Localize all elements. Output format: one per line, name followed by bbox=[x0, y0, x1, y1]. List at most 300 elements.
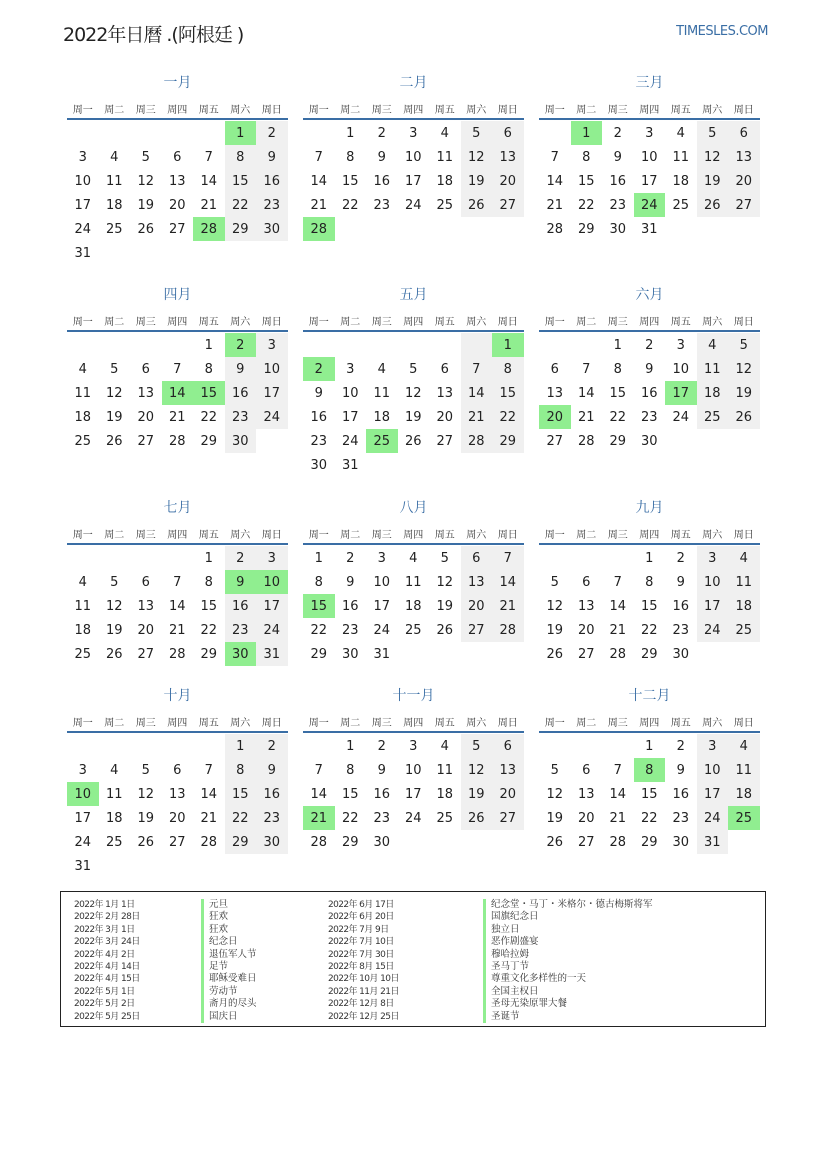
day-cell: 5 bbox=[550, 574, 559, 590]
weekday-label: 周四 bbox=[639, 105, 660, 116]
day-cell: 10 bbox=[74, 173, 92, 189]
weekday-label: 周四 bbox=[167, 105, 188, 116]
day-cell: 14 bbox=[461, 381, 493, 405]
day-cell: 9 bbox=[613, 149, 622, 165]
day-cell: 20 bbox=[728, 169, 760, 193]
day-cell: 24 bbox=[256, 618, 288, 642]
holiday-list bbox=[60, 891, 766, 1027]
empty-cell bbox=[398, 333, 430, 357]
empty-cell bbox=[67, 333, 99, 357]
day-cell: 13 bbox=[577, 786, 595, 802]
holiday-date: 2022年 6月 20日 bbox=[328, 912, 394, 923]
holiday-date: 2022年 5月 25日 bbox=[74, 1011, 140, 1022]
weekday-header bbox=[303, 94, 524, 120]
day-cell: 18 bbox=[436, 173, 454, 189]
day-cell: 17 bbox=[256, 594, 288, 618]
weekday-label: 周日 bbox=[261, 105, 282, 116]
weekday-label: 周日 bbox=[733, 718, 754, 729]
holiday-date: 2022年 4月 2日 bbox=[74, 949, 135, 960]
site-logo[interactable]: TIMESLES.COM bbox=[676, 24, 768, 39]
day-cell: 19 bbox=[105, 622, 123, 638]
day-cell: 17 bbox=[341, 409, 359, 425]
day-cell: 29 bbox=[492, 429, 524, 453]
weekday-label: 周六 bbox=[466, 317, 487, 328]
holiday-name: 狂欢 bbox=[201, 924, 257, 936]
day-cell: 22 bbox=[225, 806, 257, 830]
day-cell: 11 bbox=[404, 574, 422, 590]
day-cell: 16 bbox=[256, 782, 288, 806]
day-cell: 24 bbox=[341, 433, 359, 449]
day-cell: 4 bbox=[676, 125, 685, 141]
day-cell: 2 bbox=[676, 738, 685, 754]
day-cell: 18 bbox=[697, 381, 729, 405]
day-cell: 6 bbox=[492, 121, 524, 145]
day-cell: 7 bbox=[613, 574, 622, 590]
day-cell: 28 bbox=[200, 834, 218, 850]
day-cell: 27 bbox=[492, 193, 524, 217]
weekday-label: 周五 bbox=[198, 718, 219, 729]
day-cell: 1 bbox=[346, 738, 355, 754]
holiday-dates-left bbox=[74, 899, 140, 1023]
holiday-name: 国旗纪念日 bbox=[483, 911, 653, 923]
weekday-label: 周三 bbox=[371, 317, 392, 328]
day-cell: 11 bbox=[697, 357, 729, 381]
day-cell: 29 bbox=[200, 646, 218, 662]
holiday-day-cell: 30 bbox=[225, 642, 257, 666]
empty-cell bbox=[162, 333, 194, 357]
day-cell: 1 bbox=[613, 337, 622, 353]
holiday-names-left bbox=[201, 899, 257, 1023]
day-cell: 5 bbox=[461, 734, 493, 758]
empty-cell bbox=[303, 734, 335, 758]
day-cell: 7 bbox=[204, 149, 213, 165]
day-grid bbox=[539, 546, 760, 666]
weekday-label: 周三 bbox=[607, 105, 628, 116]
day-cell: 16 bbox=[310, 409, 328, 425]
weekday-label: 周五 bbox=[434, 105, 455, 116]
day-cell: 6 bbox=[550, 361, 559, 377]
day-cell: 19 bbox=[461, 782, 493, 806]
day-cell: 25 bbox=[436, 197, 454, 213]
day-cell: 10 bbox=[256, 357, 288, 381]
weekday-label: 周六 bbox=[702, 317, 723, 328]
weekday-label: 周六 bbox=[466, 718, 487, 729]
day-cell: 9 bbox=[676, 574, 685, 590]
day-cell: 30 bbox=[373, 834, 391, 850]
weekday-label: 周五 bbox=[670, 317, 691, 328]
day-cell: 27 bbox=[168, 221, 186, 237]
day-cell: 22 bbox=[640, 622, 658, 638]
weekday-label: 周日 bbox=[733, 105, 754, 116]
day-cell: 16 bbox=[672, 786, 690, 802]
holiday-date: 2022年 12月 8日 bbox=[328, 999, 394, 1010]
month-1 bbox=[67, 74, 288, 265]
day-cell: 13 bbox=[436, 385, 454, 401]
day-cell: 27 bbox=[461, 618, 493, 642]
day-cell: 27 bbox=[577, 834, 595, 850]
day-cell: 19 bbox=[137, 810, 155, 826]
day-cell: 28 bbox=[461, 429, 493, 453]
day-cell: 22 bbox=[225, 193, 257, 217]
day-cell: 3 bbox=[256, 333, 288, 357]
day-cell: 6 bbox=[141, 361, 150, 377]
day-cell: 4 bbox=[728, 546, 760, 570]
day-cell: 30 bbox=[341, 646, 359, 662]
day-cell: 5 bbox=[550, 762, 559, 778]
empty-cell bbox=[99, 333, 131, 357]
weekday-label: 周五 bbox=[670, 105, 691, 116]
day-cell: 6 bbox=[492, 734, 524, 758]
weekday-label: 周日 bbox=[261, 530, 282, 541]
weekday-label: 周四 bbox=[403, 105, 424, 116]
day-cell: 30 bbox=[672, 646, 690, 662]
day-cell: 12 bbox=[137, 786, 155, 802]
day-cell: 28 bbox=[168, 433, 186, 449]
holiday-day-cell: 14 bbox=[162, 381, 194, 405]
weekday-header bbox=[303, 707, 524, 733]
weekday-label: 周四 bbox=[639, 718, 660, 729]
holiday-day-cell: 2 bbox=[225, 333, 257, 357]
day-cell: 15 bbox=[609, 385, 627, 401]
day-cell: 22 bbox=[341, 810, 359, 826]
day-cell: 12 bbox=[137, 173, 155, 189]
day-cell: 8 bbox=[346, 149, 355, 165]
weekday-label: 周二 bbox=[104, 105, 125, 116]
day-cell: 14 bbox=[577, 385, 595, 401]
day-cell: 9 bbox=[645, 361, 654, 377]
day-cell: 15 bbox=[577, 173, 595, 189]
empty-cell bbox=[130, 121, 162, 145]
holiday-day-cell: 10 bbox=[256, 570, 288, 594]
holiday-day-cell: 1 bbox=[492, 333, 524, 357]
month-12 bbox=[539, 687, 760, 854]
month-10 bbox=[67, 687, 288, 878]
day-cell: 2 bbox=[613, 125, 622, 141]
weekday-label: 周三 bbox=[135, 105, 156, 116]
day-cell: 22 bbox=[341, 197, 359, 213]
day-cell: 31 bbox=[341, 457, 359, 473]
day-cell: 11 bbox=[74, 598, 92, 614]
day-cell: 12 bbox=[697, 145, 729, 169]
day-cell: 24 bbox=[672, 409, 690, 425]
weekday-label: 周六 bbox=[230, 105, 251, 116]
day-cell: 21 bbox=[609, 810, 627, 826]
day-cell: 19 bbox=[436, 598, 454, 614]
day-cell: 18 bbox=[436, 786, 454, 802]
day-cell: 14 bbox=[609, 786, 627, 802]
day-cell: 8 bbox=[225, 145, 257, 169]
empty-cell bbox=[130, 734, 162, 758]
day-cell: 10 bbox=[373, 574, 391, 590]
day-cell: 7 bbox=[204, 762, 213, 778]
day-cell: 20 bbox=[461, 594, 493, 618]
day-cell: 4 bbox=[78, 361, 87, 377]
day-cell: 7 bbox=[314, 762, 323, 778]
day-cell: 28 bbox=[310, 834, 328, 850]
day-cell: 22 bbox=[577, 197, 595, 213]
month-name: 五月 bbox=[399, 287, 428, 303]
weekday-label: 周四 bbox=[403, 530, 424, 541]
day-cell: 26 bbox=[137, 221, 155, 237]
weekday-label: 周五 bbox=[198, 530, 219, 541]
day-cell: 1 bbox=[346, 125, 355, 141]
day-cell: 2 bbox=[346, 550, 355, 566]
weekday-label: 周六 bbox=[702, 105, 723, 116]
day-cell: 27 bbox=[492, 806, 524, 830]
day-cell: 4 bbox=[409, 550, 418, 566]
holiday-date: 2022年 3月 24日 bbox=[74, 937, 140, 948]
day-cell: 28 bbox=[168, 646, 186, 662]
day-cell: 26 bbox=[105, 646, 123, 662]
day-cell: 10 bbox=[697, 570, 729, 594]
weekday-header bbox=[539, 707, 760, 733]
day-cell: 6 bbox=[582, 574, 591, 590]
holiday-name: 退伍军人节 bbox=[201, 949, 257, 961]
empty-cell bbox=[539, 333, 571, 357]
day-cell: 26 bbox=[461, 193, 493, 217]
weekday-label: 周五 bbox=[670, 718, 691, 729]
page-title: 2022年日曆 .(阿根廷 ) bbox=[63, 24, 244, 46]
empty-cell bbox=[67, 121, 99, 145]
day-cell: 25 bbox=[728, 618, 760, 642]
month-name: 四月 bbox=[163, 287, 192, 303]
day-cell: 16 bbox=[225, 594, 257, 618]
weekday-label: 周二 bbox=[340, 718, 361, 729]
day-cell: 7 bbox=[461, 357, 493, 381]
empty-cell bbox=[67, 546, 99, 570]
month-6 bbox=[539, 286, 760, 453]
day-cell: 18 bbox=[373, 409, 391, 425]
day-cell: 14 bbox=[609, 598, 627, 614]
day-cell: 24 bbox=[697, 618, 729, 642]
day-cell: 29 bbox=[640, 646, 658, 662]
day-cell: 12 bbox=[461, 758, 493, 782]
day-cell: 27 bbox=[137, 433, 155, 449]
day-cell: 27 bbox=[436, 433, 454, 449]
day-grid bbox=[303, 333, 524, 477]
month-9 bbox=[539, 499, 760, 666]
weekday-header bbox=[67, 94, 288, 120]
weekday-label: 周六 bbox=[702, 718, 723, 729]
day-cell: 5 bbox=[110, 574, 119, 590]
day-cell: 30 bbox=[310, 457, 328, 473]
day-cell: 25 bbox=[436, 810, 454, 826]
weekday-label: 周日 bbox=[261, 718, 282, 729]
weekday-header bbox=[539, 306, 760, 332]
weekday-label: 周二 bbox=[576, 317, 597, 328]
day-cell: 6 bbox=[173, 149, 182, 165]
day-cell: 11 bbox=[672, 149, 690, 165]
month-2 bbox=[303, 74, 524, 241]
day-cell: 19 bbox=[404, 409, 422, 425]
day-cell: 3 bbox=[78, 149, 87, 165]
holiday-day-cell: 24 bbox=[634, 193, 666, 217]
weekday-label: 周日 bbox=[497, 718, 518, 729]
month-7 bbox=[67, 499, 288, 666]
empty-cell bbox=[303, 333, 335, 357]
day-cell: 1 bbox=[204, 550, 213, 566]
day-cell: 29 bbox=[609, 433, 627, 449]
weekday-label: 周一 bbox=[308, 317, 329, 328]
holiday-day-cell: 25 bbox=[728, 806, 760, 830]
day-cell: 30 bbox=[672, 834, 690, 850]
day-cell: 15 bbox=[225, 782, 257, 806]
day-cell: 20 bbox=[436, 409, 454, 425]
day-cell: 25 bbox=[672, 197, 690, 213]
weekday-label: 周二 bbox=[340, 530, 361, 541]
holiday-date: 2022年 6月 17日 bbox=[328, 900, 394, 910]
day-cell: 11 bbox=[74, 385, 92, 401]
day-cell: 30 bbox=[256, 830, 288, 854]
day-cell: 26 bbox=[137, 834, 155, 850]
day-cell: 9 bbox=[377, 762, 386, 778]
weekday-label: 周六 bbox=[230, 718, 251, 729]
day-cell: 23 bbox=[256, 806, 288, 830]
holiday-name: 劳动节 bbox=[201, 986, 257, 998]
day-cell: 17 bbox=[74, 197, 92, 213]
day-cell: 16 bbox=[373, 786, 391, 802]
weekday-label: 周二 bbox=[104, 317, 125, 328]
day-cell: 16 bbox=[373, 173, 391, 189]
day-cell: 15 bbox=[341, 173, 359, 189]
holiday-day-cell: 8 bbox=[634, 758, 666, 782]
day-cell: 11 bbox=[728, 570, 760, 594]
empty-cell bbox=[162, 121, 194, 145]
day-cell: 19 bbox=[137, 197, 155, 213]
day-cell: 5 bbox=[141, 762, 150, 778]
day-cell: 1 bbox=[645, 550, 654, 566]
day-cell: 26 bbox=[105, 433, 123, 449]
weekday-label: 周五 bbox=[198, 105, 219, 116]
month-3 bbox=[539, 74, 760, 241]
holiday-day-cell: 10 bbox=[67, 782, 99, 806]
day-cell: 29 bbox=[640, 834, 658, 850]
day-cell: 13 bbox=[577, 598, 595, 614]
day-cell: 12 bbox=[728, 357, 760, 381]
day-cell: 20 bbox=[168, 810, 186, 826]
empty-cell bbox=[461, 333, 493, 357]
day-cell: 2 bbox=[676, 550, 685, 566]
day-cell: 29 bbox=[225, 830, 257, 854]
empty-cell bbox=[602, 546, 634, 570]
day-cell: 12 bbox=[404, 385, 422, 401]
day-cell: 17 bbox=[74, 810, 92, 826]
day-cell: 6 bbox=[582, 762, 591, 778]
holiday-date: 2022年 7月 30日 bbox=[328, 949, 394, 960]
weekday-label: 周三 bbox=[135, 718, 156, 729]
day-cell: 31 bbox=[697, 830, 729, 854]
day-cell: 8 bbox=[613, 361, 622, 377]
holiday-name: 耶稣受难日 bbox=[201, 973, 257, 985]
day-cell: 2 bbox=[377, 125, 386, 141]
day-cell: 4 bbox=[440, 125, 449, 141]
day-cell: 21 bbox=[200, 810, 218, 826]
day-cell: 31 bbox=[373, 646, 391, 662]
day-cell: 21 bbox=[577, 409, 595, 425]
day-cell: 16 bbox=[640, 385, 658, 401]
day-cell: 28 bbox=[492, 618, 524, 642]
weekday-header bbox=[303, 306, 524, 332]
day-cell: 9 bbox=[256, 758, 288, 782]
day-cell: 29 bbox=[577, 221, 595, 237]
day-cell: 21 bbox=[168, 622, 186, 638]
weekday-label: 周二 bbox=[576, 718, 597, 729]
day-cell: 3 bbox=[409, 125, 418, 141]
weekday-label: 周四 bbox=[167, 317, 188, 328]
holiday-day-cell: 28 bbox=[193, 217, 225, 241]
weekday-label: 周四 bbox=[167, 530, 188, 541]
day-cell: 5 bbox=[110, 361, 119, 377]
day-cell: 14 bbox=[200, 173, 218, 189]
holiday-date: 2022年 4月 15日 bbox=[74, 974, 140, 985]
day-cell: 10 bbox=[404, 149, 422, 165]
day-cell: 7 bbox=[582, 361, 591, 377]
day-cell: 17 bbox=[697, 594, 729, 618]
day-cell: 11 bbox=[105, 173, 123, 189]
day-cell: 23 bbox=[672, 622, 690, 638]
day-cell: 15 bbox=[200, 598, 218, 614]
day-grid bbox=[303, 121, 524, 241]
weekday-label: 周日 bbox=[497, 530, 518, 541]
weekday-label: 周三 bbox=[607, 718, 628, 729]
holiday-name: 圣诞节 bbox=[483, 1011, 653, 1023]
empty-cell bbox=[366, 333, 398, 357]
day-cell: 12 bbox=[105, 385, 123, 401]
day-cell: 23 bbox=[640, 409, 658, 425]
weekday-header bbox=[67, 707, 288, 733]
holiday-date: 2022年 3月 1日 bbox=[74, 924, 135, 935]
day-cell: 18 bbox=[728, 782, 760, 806]
day-cell: 29 bbox=[310, 646, 328, 662]
day-cell: 26 bbox=[461, 806, 493, 830]
day-cell: 31 bbox=[640, 221, 658, 237]
day-cell: 25 bbox=[404, 622, 422, 638]
day-cell: 22 bbox=[492, 405, 524, 429]
day-cell: 14 bbox=[168, 598, 186, 614]
day-cell: 6 bbox=[141, 574, 150, 590]
day-cell: 19 bbox=[697, 169, 729, 193]
day-cell: 24 bbox=[373, 622, 391, 638]
day-cell: 2 bbox=[645, 337, 654, 353]
day-cell: 5 bbox=[440, 550, 449, 566]
day-grid bbox=[303, 546, 524, 666]
day-cell: 9 bbox=[225, 357, 257, 381]
day-grid bbox=[67, 333, 288, 453]
day-grid bbox=[67, 121, 288, 265]
weekday-label: 周日 bbox=[497, 317, 518, 328]
day-cell: 26 bbox=[436, 622, 454, 638]
day-cell: 27 bbox=[577, 646, 595, 662]
holiday-day-cell: 15 bbox=[193, 381, 225, 405]
day-cell: 21 bbox=[461, 405, 493, 429]
day-cell: 16 bbox=[341, 598, 359, 614]
day-cell: 19 bbox=[728, 381, 760, 405]
day-cell: 9 bbox=[346, 574, 355, 590]
day-cell: 2 bbox=[256, 734, 288, 758]
day-cell: 25 bbox=[105, 221, 123, 237]
weekday-header bbox=[539, 94, 760, 120]
holiday-day-cell: 17 bbox=[665, 381, 697, 405]
day-cell: 25 bbox=[74, 646, 92, 662]
month-name: 十二月 bbox=[628, 688, 671, 704]
day-cell: 27 bbox=[137, 646, 155, 662]
day-cell: 2 bbox=[377, 738, 386, 754]
holiday-name: 尊重文化多样性的一天 bbox=[483, 973, 653, 985]
weekday-label: 周三 bbox=[371, 530, 392, 541]
day-cell: 31 bbox=[256, 642, 288, 666]
weekday-label: 周日 bbox=[733, 530, 754, 541]
day-grid bbox=[303, 734, 524, 854]
